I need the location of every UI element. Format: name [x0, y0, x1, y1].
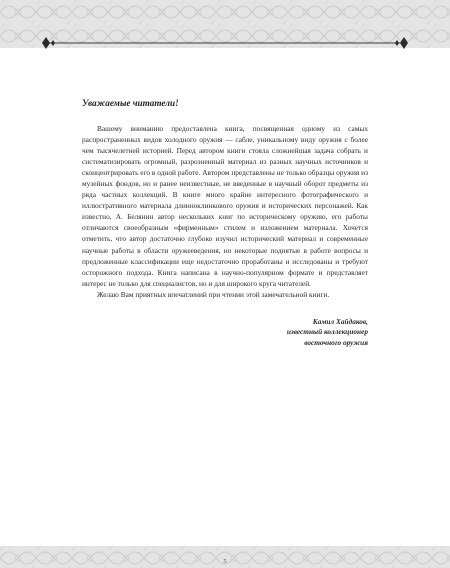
- signature-title-line2: восточного оружия: [304, 337, 368, 347]
- foreword-body: [82, 123, 368, 300]
- foreword-content: [82, 98, 368, 348]
- greeting-heading: Уважаемые читатели!: [82, 98, 179, 108]
- signature-block: [82, 317, 368, 349]
- page-number: 5: [223, 558, 227, 565]
- decorative-rule-top: [40, 36, 410, 50]
- signature-title-line1: известный коллекционер: [286, 327, 368, 337]
- signature-name: Камил Хайдаков,: [312, 316, 368, 326]
- left-diamond-ornament-icon: [42, 37, 55, 49]
- paragraph-wish: Желаю Вам приятных впечатлений при чтении этой замечательной книги.: [97, 289, 330, 299]
- right-diamond-ornament-icon: [395, 37, 408, 49]
- paragraph-main: Вашему вниманию предоставлена книга, посвященная одному из самых распространенных видов холодного оружия — сабле, уникальному виду оружия с более чем тысячелетней историей. Перед автором книги стояла сложнейшая задача собрать и систематизировать огромный, разрозненный материал из разных научных источников и сконцентрировать его в одной работе. Автором представлены не только образцы оружия из музейных фондов, но и ранее неизвестные, не введенные в научный оборот предметы из ряда частных коллекций. В книге много крайне интересного фотографического и иллюстративного материала длинноклинкового оружия и исторических персонажей. Как известно, А. Белянин автор нескольких книг по историческому оружию, его работы отличаются своеобразным «фирменным» стилем и изложением материала. Хочется отметить, что автор достаточно глубоко изучил исторический материал и современные научные работы в области оружееведения, но некоторые поднятые в работе вопросы и предложенные классификации еще недостаточно проработаны и исследованы и требуют осторожного подхода. Книга написана в научно-популярном формате и представляет интерес не только для специалистов, но и для широкого круга читателей.: [82, 124, 368, 288]
